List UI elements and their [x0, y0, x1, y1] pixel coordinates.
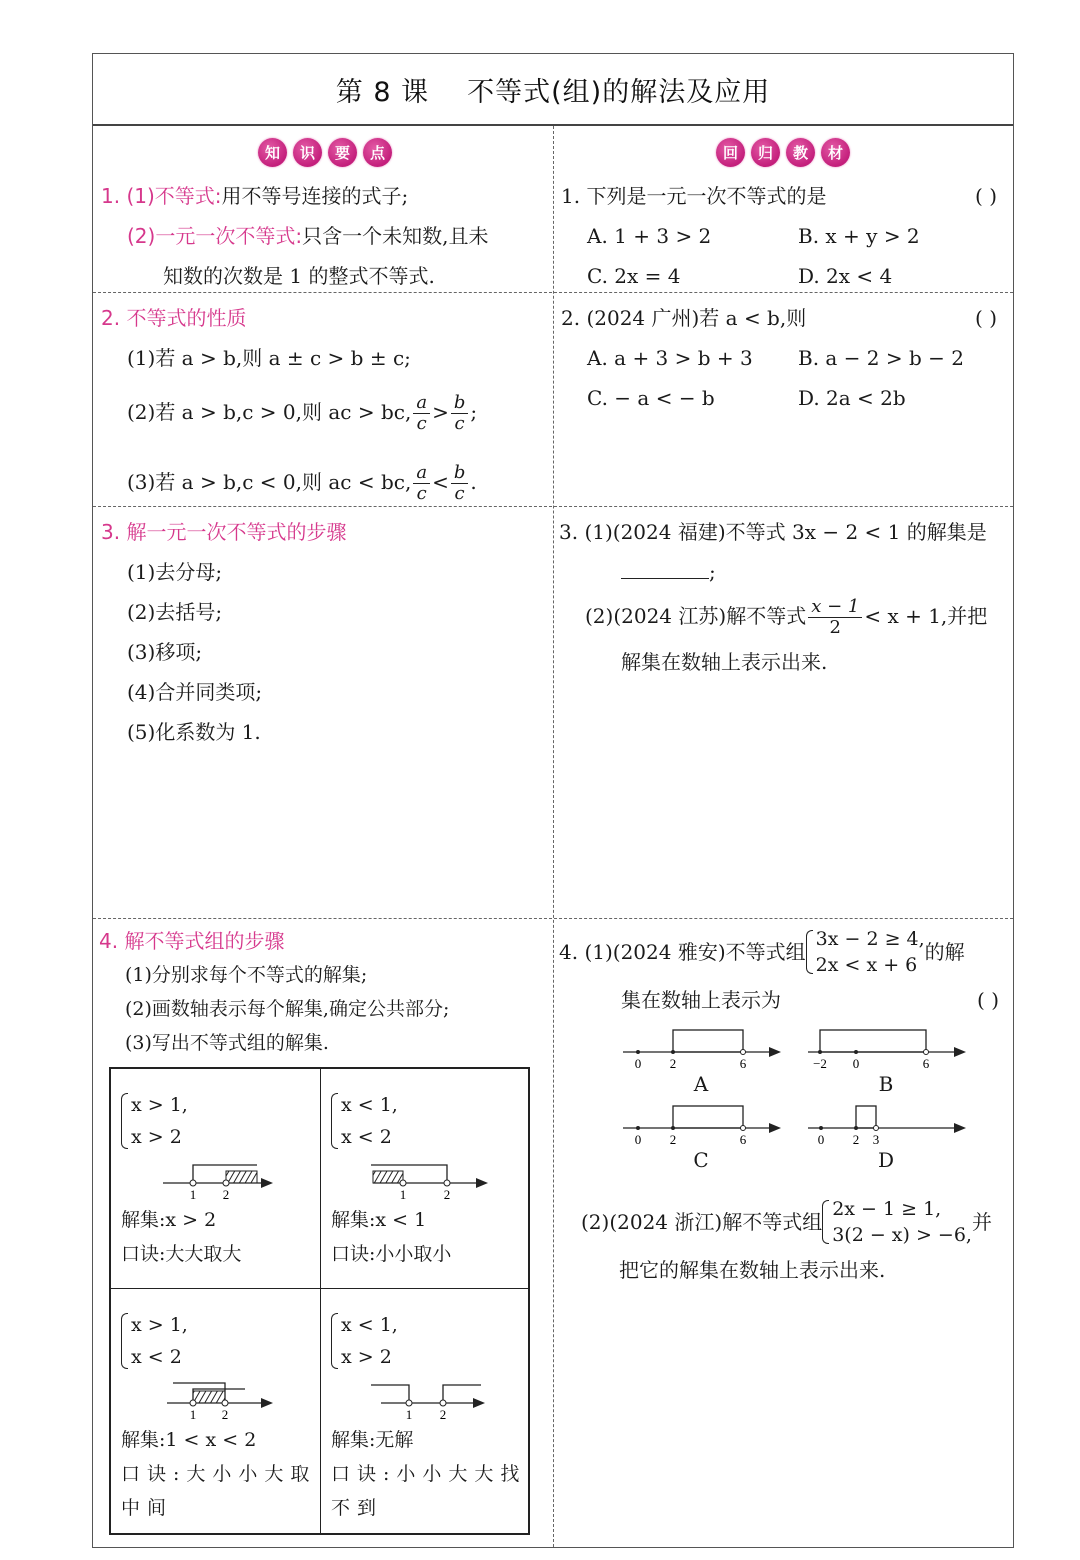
inequality-system: x < 1, x > 2 — [331, 1309, 398, 1373]
badge-char: 归 — [751, 138, 780, 167]
question-stem: 2. (2024 广州)若 a < b,则 — [561, 306, 807, 330]
row-divider-2 — [93, 506, 1013, 507]
knowledge-section-1 — [101, 176, 549, 296]
page-title — [93, 54, 1013, 126]
choice-label: C — [693, 1148, 709, 1172]
property-text: (3)若 a > b,c < 0,则 ac < bc, — [127, 470, 412, 494]
case-between — [111, 1289, 321, 1533]
fraction: $\frac{a}{c}$ — [413, 463, 430, 504]
inequality-cases-table — [109, 1067, 530, 1535]
inequality-system: x > 1, x < 2 — [121, 1309, 188, 1373]
badge-char: 回 — [716, 138, 745, 167]
svg-text:2: 2 — [852, 1132, 860, 1147]
svg-text:1: 1 — [405, 1407, 413, 1421]
case-no-solution — [321, 1289, 528, 1533]
section-heading: 4. 解不等式组的步骤 — [99, 929, 285, 953]
svg-text:2: 2 — [221, 1407, 229, 1421]
svg-text:1: 1 — [189, 1187, 197, 1201]
property-text: (2)若 a > b,c > 0,则 ac > bc, — [127, 400, 412, 424]
mnemonic: 口诀:大小小大取 — [121, 1463, 317, 1485]
option-b[interactable]: B. a − 2 > b − 2 — [798, 346, 965, 370]
exercise-q1 — [561, 176, 1009, 296]
case-greater-greater — [111, 1069, 321, 1289]
mnemonic: 口诀:小小取小 — [331, 1243, 452, 1265]
case-less-less — [321, 1069, 528, 1289]
badge-char: 材 — [821, 138, 850, 167]
svg-text:2: 2 — [669, 1056, 677, 1071]
punct: ; — [709, 560, 716, 584]
inequality-system: x > 1, x > 2 — [121, 1089, 188, 1153]
exercise-q2 — [561, 298, 1009, 418]
exercise-q4 — [559, 926, 1011, 1020]
fraction: $\frac{x - 1}{2}$ — [808, 597, 862, 638]
fraction: $\frac{a}{c}$ — [413, 393, 430, 434]
question-part-2 — [559, 596, 1011, 638]
question-text: (2)(2024 江苏)解不等式 — [585, 604, 807, 628]
number-line-a — [621, 1024, 801, 1072]
badge-char: 点 — [363, 138, 392, 167]
question-text: 的解 — [924, 940, 965, 964]
badge-char: 教 — [786, 138, 815, 167]
section-heading: 3. 解一元一次不等式的步骤 — [101, 520, 347, 544]
choice-d[interactable] — [806, 1100, 991, 1172]
step-item: (5)化系数为 1. — [127, 720, 261, 744]
option-c[interactable]: C. 2x = 4 — [587, 264, 681, 288]
solution-set: 解集:无解 — [331, 1429, 414, 1451]
svg-text:0: 0 — [634, 1132, 642, 1147]
inequality-system: 2x − 1 ≥ 1, 3(2 − x) > −6, — [822, 1196, 972, 1248]
knowledge-section-4 — [99, 924, 549, 1060]
mnemonic: 口诀:小小大大找 — [331, 1463, 527, 1485]
svg-text:2: 2 — [669, 1132, 677, 1147]
step-item: (3)写出不等式组的解集. — [125, 1032, 329, 1054]
svg-text:−2: −2 — [813, 1056, 827, 1071]
option-b[interactable]: B. x + y > 2 — [798, 224, 920, 248]
svg-text:1: 1 — [189, 1407, 197, 1421]
item-number: (2) — [127, 224, 156, 248]
definition-text: 用不等号连接的式子; — [221, 184, 409, 208]
exercise-q4-part2 — [581, 1196, 1011, 1290]
number-line-choices — [621, 1024, 991, 1172]
number-line-c — [621, 1100, 801, 1148]
worksheet-page — [92, 53, 1014, 1548]
svg-text:6: 6 — [922, 1056, 930, 1071]
punct: ; — [470, 400, 478, 424]
fraction: $\frac{b}{c}$ — [451, 393, 469, 434]
svg-text:2: 2 — [443, 1187, 451, 1201]
question-text: 4. (1)(2024 雅安)不等式组 — [559, 940, 806, 964]
solution-set: 解集:x > 2 — [121, 1209, 217, 1231]
column-divider — [553, 126, 554, 1547]
definition-text: 只含一个未知数,且未 — [302, 224, 489, 248]
row-divider-3 — [93, 918, 1013, 919]
question-part-1 — [559, 926, 1011, 978]
term-linear-inequality: 一元一次不等式: — [155, 224, 303, 248]
section-heading: 2. 不等式的性质 — [101, 306, 247, 330]
mnemonic-continued: 不到 — [331, 1497, 384, 1519]
question-stem: 1. 下列是一元一次不等式的是 — [561, 184, 827, 208]
operator: > — [432, 400, 449, 424]
answer-blank[interactable]: ( ) — [975, 184, 997, 208]
number-line-diagram — [331, 1157, 501, 1201]
option-a[interactable]: A. a + 3 > b + 3 — [587, 346, 753, 370]
choice-label: A — [693, 1072, 709, 1096]
option-a[interactable]: A. 1 + 3 > 2 — [587, 224, 712, 248]
number-line-diagram — [121, 1157, 291, 1201]
choice-label: D — [877, 1148, 895, 1172]
number-line-b — [806, 1024, 986, 1072]
lesson-number: 第 8 课 — [335, 76, 430, 108]
svg-text:0: 0 — [817, 1132, 825, 1147]
choice-c[interactable] — [621, 1100, 806, 1172]
punct: . — [470, 470, 477, 494]
number-line-d — [806, 1100, 986, 1148]
question-text: 解集在数轴上表示出来. — [621, 650, 828, 674]
knowledge-points-badge — [258, 138, 392, 167]
item-number: 1. (1) — [101, 184, 155, 208]
question-text: < x + 1,并把 — [864, 604, 988, 628]
number-line-diagram — [121, 1377, 291, 1421]
badge-char: 知 — [258, 138, 287, 167]
definition-text: 知数的次数是 1 的整式不等式. — [163, 264, 435, 288]
property-2 — [101, 392, 549, 434]
question-text: 并 — [971, 1210, 992, 1234]
question-text: 集在数轴上表示为 — [621, 988, 781, 1012]
inequality-system: x < 1, x < 2 — [331, 1089, 398, 1153]
svg-text:3: 3 — [872, 1132, 880, 1147]
option-d[interactable]: D. 2x < 4 — [798, 264, 893, 288]
exercise-q3 — [559, 512, 1011, 682]
choice-b[interactable] — [806, 1024, 991, 1096]
step-item: (2)画数轴表示每个解集,确定公共部分; — [125, 998, 450, 1020]
step-item: (1)分别求每个不等式的解集; — [125, 964, 368, 986]
badge-char: 识 — [293, 138, 322, 167]
fill-in-blank[interactable] — [621, 556, 709, 579]
step-item: (4)合并同类项; — [127, 680, 263, 704]
choice-label: B — [878, 1072, 894, 1096]
answer-blank[interactable]: ( ) — [975, 306, 997, 330]
answer-blank[interactable]: ( ) — [977, 988, 999, 1012]
knowledge-section-2 — [101, 298, 549, 504]
svg-text:0: 0 — [634, 1056, 642, 1071]
badge-char: 要 — [328, 138, 357, 167]
mnemonic: 口诀:大大取大 — [121, 1243, 242, 1265]
step-item: (3)移项; — [127, 640, 203, 664]
svg-text:6: 6 — [739, 1132, 747, 1147]
question-part-1: 3. (1)(2024 福建)不等式 3x − 2 < 1 的解集是 — [559, 520, 987, 544]
fraction: $\frac{b}{c}$ — [451, 463, 469, 504]
mnemonic-continued: 中间 — [121, 1497, 174, 1519]
option-c[interactable]: C. − a < − b — [587, 386, 715, 410]
property-1: (1)若 a > b,则 a ± c > b ± c; — [127, 346, 411, 370]
svg-text:1: 1 — [399, 1187, 407, 1201]
question-part-2 — [581, 1196, 1011, 1248]
svg-text:2: 2 — [439, 1407, 447, 1421]
number-line-diagram — [331, 1377, 501, 1421]
operator: < — [432, 470, 449, 494]
lesson-title: 不等式(组)的解法及应用 — [467, 76, 771, 108]
svg-text:2: 2 — [222, 1187, 230, 1201]
svg-text:0: 0 — [852, 1056, 860, 1071]
question-text: (2)(2024 浙江)解不等式组 — [581, 1210, 823, 1234]
term-inequality: 不等式: — [154, 184, 222, 208]
knowledge-section-3 — [101, 512, 549, 752]
step-item: (1)去分母; — [127, 560, 223, 584]
back-to-textbook-badge — [716, 138, 850, 167]
inequality-system: 3x − 2 ≥ 4, 2x < x + 6 — [806, 926, 925, 978]
step-item: (2)去括号; — [127, 600, 223, 624]
solution-set: 解集:x < 1 — [331, 1209, 427, 1231]
choice-a[interactable] — [621, 1024, 806, 1096]
svg-text:6: 6 — [739, 1056, 747, 1071]
property-3 — [101, 462, 549, 504]
option-d[interactable]: D. 2a < 2b — [798, 386, 906, 410]
solution-set: 解集:1 < x < 2 — [121, 1429, 257, 1451]
question-text: 把它的解集在数轴上表示出来. — [619, 1258, 886, 1282]
